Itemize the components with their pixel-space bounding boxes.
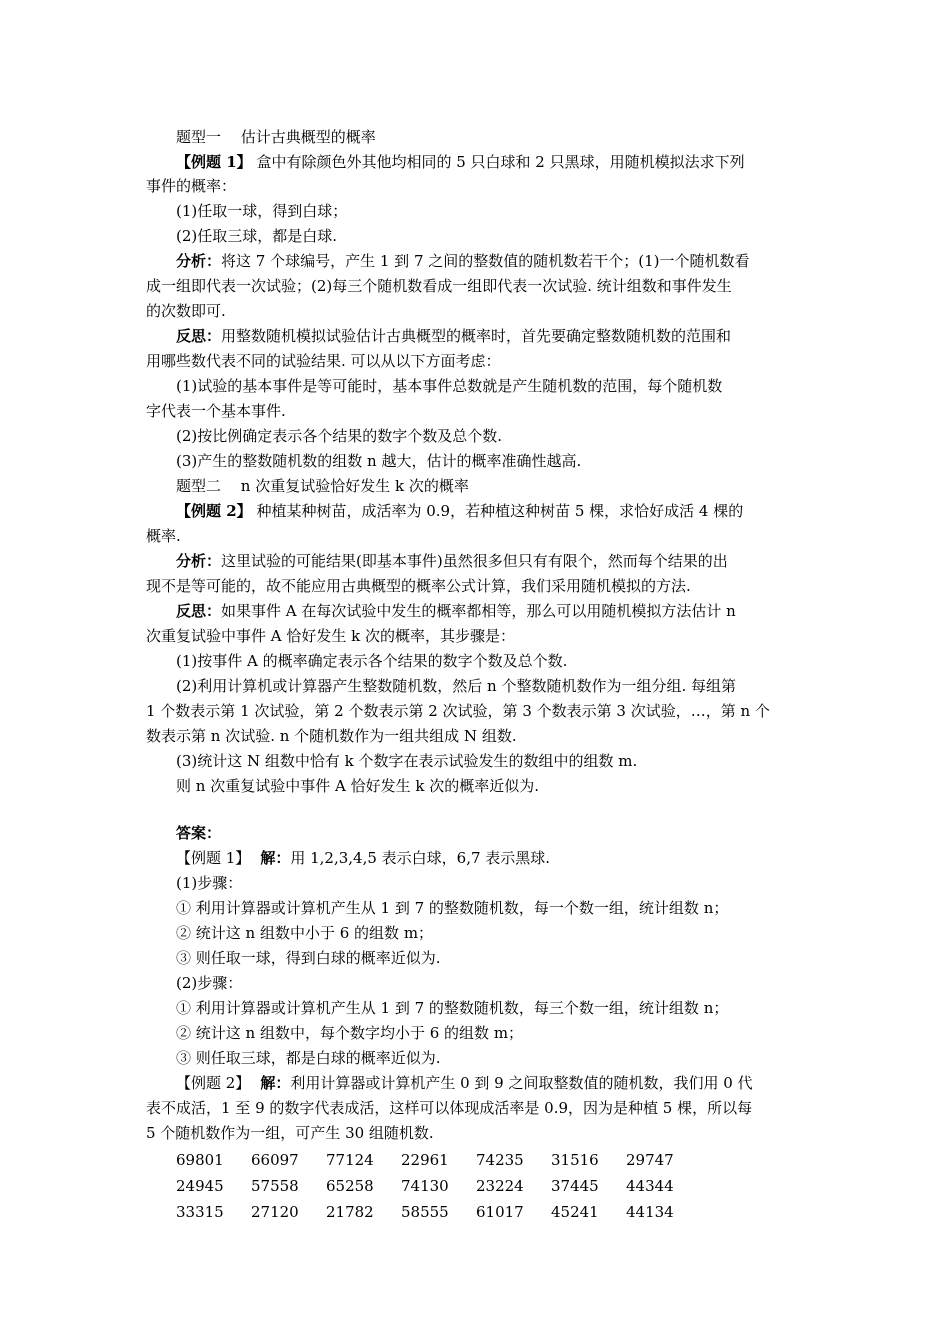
- answer1-part1-step1: ① 利用计算器或计算机产生从 1 到 7 的整数随机数，每一个数一组，统计组数 n；: [176, 899, 729, 917]
- analysis2-line: [176, 551, 728, 571]
- analysis2-text: 这里试验的可能结果(即基本事件)虽然很多但只有有限个，然而每个结果的出: [221, 552, 728, 570]
- reflect2-text: 如果事件 A 在每次试验中发生的概率都相等，那么可以用随机模拟方法估计 n: [221, 602, 736, 620]
- example2-tag: 【例题 2】: [176, 502, 252, 520]
- answer1-sol-label: 解：: [260, 849, 291, 867]
- answer2-sol-b: 表不成活，1 至 9 的数字代表成活，这样可以体现成活率是 0.9，因为是种植 5 棵，所以每: [146, 1099, 753, 1117]
- random-number-row: [176, 1147, 701, 1173]
- example1-tag: 【例题 1】: [176, 153, 252, 171]
- answer2-sol: 利用计算器或计算机产生 0 到 9 之间取整数值的随机数，我们用 0 代: [290, 1074, 753, 1092]
- reflect1-point3: (3)产生的整数随机数的组数 n 越大，估计的概率准确性越高.: [176, 452, 582, 470]
- reflect2-step2-c: 数表示第 n 次试验. n 个随机数作为一组共组成 N 组数.: [146, 727, 517, 745]
- analysis1-text-c: 的次数即可.: [146, 302, 226, 320]
- example2-text: 种植某种树苗，成活率为 0.9，若种植这种树苗 5 棵，求恰好成活 4 棵的: [251, 502, 744, 520]
- random-number: 29747: [626, 1151, 674, 1169]
- random-number: 22961: [401, 1151, 449, 1169]
- analysis1-line: [176, 251, 750, 271]
- analysis1-text: 将这 7 个球编号，产生 1 到 7 之间的整数值的随机数若干个；(1)一个随机数看: [221, 252, 750, 270]
- reflect1-text: 用整数随机模拟试验估计古典概型的概率时，首先要确定整数随机数的范围和: [221, 327, 732, 345]
- random-number-row: [176, 1173, 701, 1199]
- answer1-part2-step1: ① 利用计算器或计算机产生从 1 到 7 的整数随机数，每三个数一组，统计组数 n；: [176, 999, 729, 1017]
- random-number: 44344: [626, 1177, 674, 1195]
- section2-heading: 题型二 n 次重复试验恰好发生 k 次的概率: [176, 477, 469, 495]
- random-number: 37445: [551, 1177, 599, 1195]
- analysis1-label: 分析：: [176, 252, 222, 270]
- reflect2-step2: (2)利用计算机或计算器产生整数随机数，然后 n 个整数随机数作为一组分组. 每组第: [176, 677, 736, 695]
- random-number: 23224: [476, 1177, 524, 1195]
- reflect2-line: [176, 601, 736, 621]
- random-number: 33315: [176, 1203, 224, 1221]
- random-number: 31516: [551, 1151, 599, 1169]
- random-number: 21782: [326, 1203, 374, 1221]
- example1-text-cont: 事件的概率：: [146, 177, 237, 195]
- reflect2-step2-b: 1 个数表示第 1 次试验，第 2 个数表示第 2 次试验，第 3 个数表示第 3 次试验，…，第 n 个: [146, 702, 770, 720]
- random-number: 69801: [176, 1151, 224, 1169]
- reflect1-line: [176, 326, 731, 346]
- random-number: 74130: [401, 1177, 449, 1195]
- answer1-line: [176, 848, 550, 868]
- question1: (1)任取一球，得到白球；: [176, 202, 348, 220]
- answer2-sol-label: 解：: [260, 1074, 291, 1092]
- example1-text: 盒中有除颜色外其他均相同的 5 只白球和 2 只黑球，用随机模拟法求下列: [251, 153, 745, 171]
- random-number: 77124: [326, 1151, 374, 1169]
- random-number: 57558: [251, 1177, 299, 1195]
- reflect1-text-b: 用哪些数代表不同的试验结果. 可以从以下方面考虑：: [146, 352, 501, 370]
- analysis2-label: 分析：: [176, 552, 222, 570]
- answer1-part2-title: (2)步骤：: [176, 974, 243, 992]
- reflect1-point1-cont: 字代表一个基本事件.: [146, 402, 286, 420]
- answer1-sol: 用 1,2,3,4,5 表示白球，6,7 表示黑球.: [290, 849, 551, 867]
- random-number: 74235: [476, 1151, 524, 1169]
- random-number: 58555: [401, 1203, 449, 1221]
- answer2-tag: 【例题 2】: [176, 1074, 251, 1092]
- random-number: 24945: [176, 1177, 224, 1195]
- reflect1-label: 反思：: [176, 327, 222, 345]
- reflect2-label: 反思：: [176, 602, 222, 620]
- reflect2-step3: (3)统计这 N 组数中恰有 k 个数字在表示试验发生的数组中的组数 m.: [176, 752, 638, 770]
- example1-line: [176, 152, 745, 172]
- example2-text-cont: 概率.: [146, 527, 181, 545]
- analysis1-text-b: 成一组即代表一次试验；(2)每三个随机数看成一组即代表一次试验. 统计组数和事件发生: [146, 277, 732, 295]
- analysis2-text-b: 现不是等可能的，故不能应用古典概型的概率公式计算，我们采用随机模拟的方法.: [146, 577, 691, 595]
- random-number: 44134: [626, 1203, 674, 1221]
- answer2-sol-c: 5 个随机数作为一组，可产生 30 组随机数.: [146, 1124, 434, 1142]
- answer1-part2-step3: ③ 则任取三球，都是白球的概率近似为.: [176, 1049, 441, 1067]
- answers-label: 答案：: [176, 824, 222, 842]
- random-number: 61017: [476, 1203, 524, 1221]
- random-number-row: [176, 1199, 701, 1225]
- answer1-tag: 【例题 1】: [176, 849, 251, 867]
- random-number: 27120: [251, 1203, 299, 1221]
- reflect2-text-b: 次重复试验中事件 A 恰好发生 k 次的概率，其步骤是：: [146, 627, 515, 645]
- question2: (2)任取三球，都是白球.: [176, 227, 338, 245]
- answer1-part1-title: (1)步骤：: [176, 874, 243, 892]
- random-number: 45241: [551, 1203, 599, 1221]
- reflect2-step1: (1)按事件 A 的概率确定表示各个结果的数字个数及总个数.: [176, 652, 568, 670]
- answer1-part1-step3: ③ 则任取一球，得到白球的概率近似为.: [176, 949, 441, 967]
- answer1-part1-step2: ② 统计这 n 组数中小于 6 的组数 m；: [176, 924, 434, 942]
- reflect1-point1: (1)试验的基本事件是等可能时，基本事件总数就是产生随机数的范围，每个随机数: [176, 377, 723, 395]
- random-number-table: [176, 1147, 701, 1225]
- reflect1-point2: (2)按比例确定表示各个结果的数字个数及总个数.: [176, 427, 503, 445]
- answer1-part2-step2: ② 统计这 n 组数中，每个数字均小于 6 的组数 m；: [176, 1024, 524, 1042]
- section1-heading: 题型一 估计古典概型的概率: [176, 128, 376, 146]
- random-number: 65258: [326, 1177, 374, 1195]
- example2-line: [176, 501, 743, 521]
- answer2-line: [176, 1073, 753, 1093]
- reflect2-step4: 则 n 次重复试验中事件 A 恰好发生 k 次的概率近似为.: [176, 777, 539, 795]
- random-number: 66097: [251, 1151, 299, 1169]
